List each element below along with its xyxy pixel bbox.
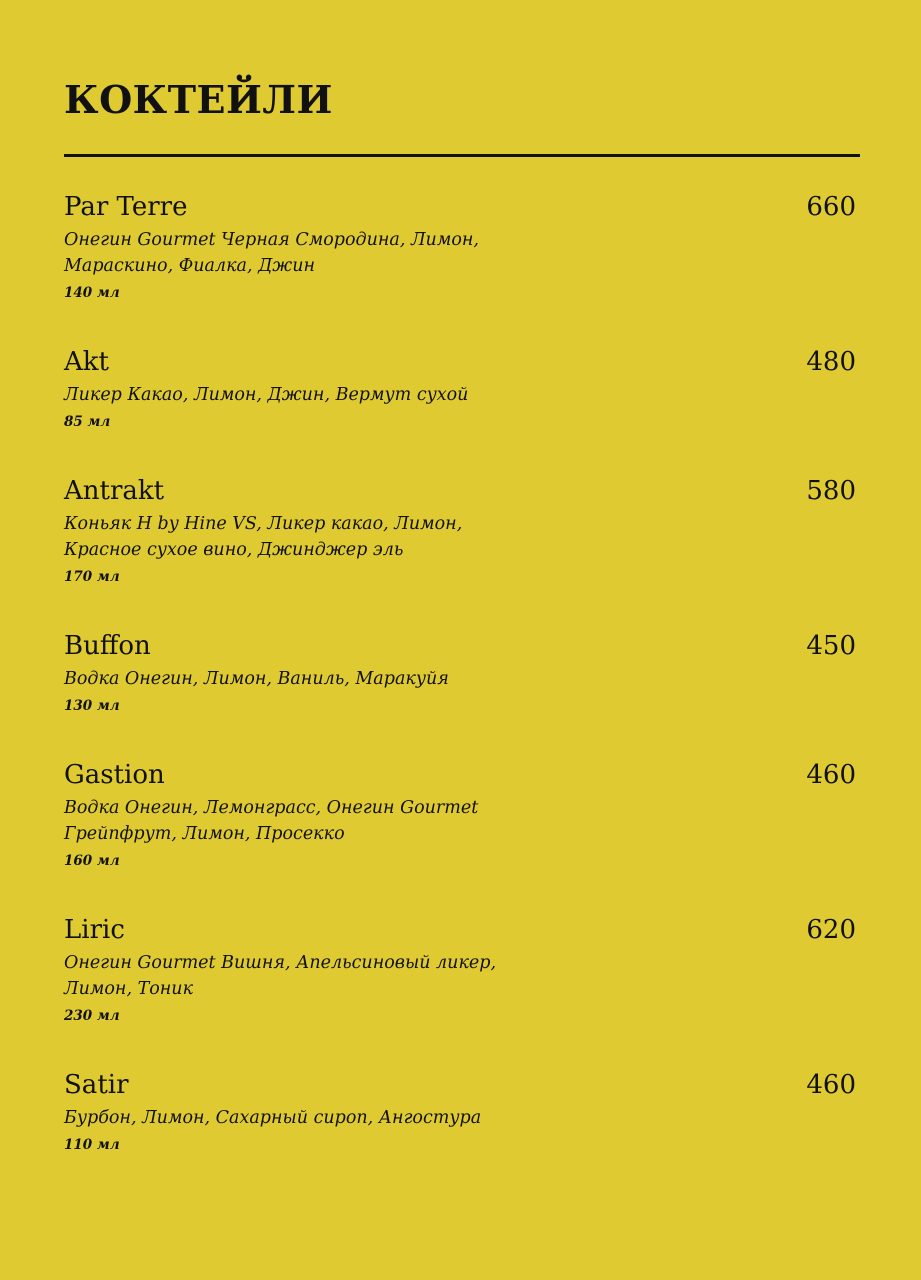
item-price: 580 xyxy=(806,476,856,506)
item-description xyxy=(64,795,584,847)
item-name: Satir xyxy=(64,1070,129,1100)
item-name: Gastion xyxy=(64,760,165,790)
item-volume: 230 мл xyxy=(64,1008,120,1024)
item-description-line: Водка Онегин, Лимон, Ваниль, Маракуйя xyxy=(64,669,449,689)
item-name: Buffon xyxy=(64,631,151,661)
item-volume: 85 мл xyxy=(64,414,111,430)
item-volume: 140 мл xyxy=(64,285,120,301)
item-price: 480 xyxy=(806,347,856,377)
item-description-line: Онегин Gourmet Черная Смородина, Лимон, xyxy=(64,230,479,250)
item-description xyxy=(64,950,584,1002)
item-price: 460 xyxy=(806,1070,856,1100)
item-price: 620 xyxy=(806,915,856,945)
item-volume: 130 мл xyxy=(64,698,120,714)
item-description-line: Грейпфрут, Лимон, Просекко xyxy=(64,824,345,844)
item-description xyxy=(64,511,584,563)
item-description-line: Мараскино, Фиалка, Джин xyxy=(64,256,315,276)
item-name: Antrakt xyxy=(64,476,165,506)
item-description-line: Коньяк H by Hine VS, Ликер какао, Лимон, xyxy=(64,514,463,534)
item-volume: 110 мл xyxy=(64,1137,120,1153)
item-name: Akt xyxy=(64,347,109,377)
item-name: Par Terre xyxy=(64,192,188,222)
item-description-line: Лимон, Тоник xyxy=(64,979,194,999)
item-volume: 160 мл xyxy=(64,853,120,869)
item-description-line: Водка Онегин, Лемонграсс, Онегин Gourmet xyxy=(64,798,479,818)
page-title: КОКТЕЙЛИ xyxy=(64,77,333,122)
item-description-line: Ликер Какао, Лимон, Джин, Вермут сухой xyxy=(64,385,469,405)
item-description-line: Онегин Gourmet Вишня, Апельсиновый ликер, xyxy=(64,953,497,973)
item-description xyxy=(64,666,584,692)
item-volume: 170 мл xyxy=(64,569,120,585)
item-name: Liric xyxy=(64,915,125,945)
item-price: 450 xyxy=(806,631,856,661)
item-price: 660 xyxy=(806,192,856,222)
title-divider xyxy=(64,154,860,157)
item-description xyxy=(64,382,584,408)
item-description xyxy=(64,227,584,279)
item-description-line: Бурбон, Лимон, Сахарный сироп, Ангостура xyxy=(64,1108,482,1128)
item-description xyxy=(64,1105,584,1131)
item-description-line: Красное сухое вино, Джинджер эль xyxy=(64,540,404,560)
item-price: 460 xyxy=(806,760,856,790)
